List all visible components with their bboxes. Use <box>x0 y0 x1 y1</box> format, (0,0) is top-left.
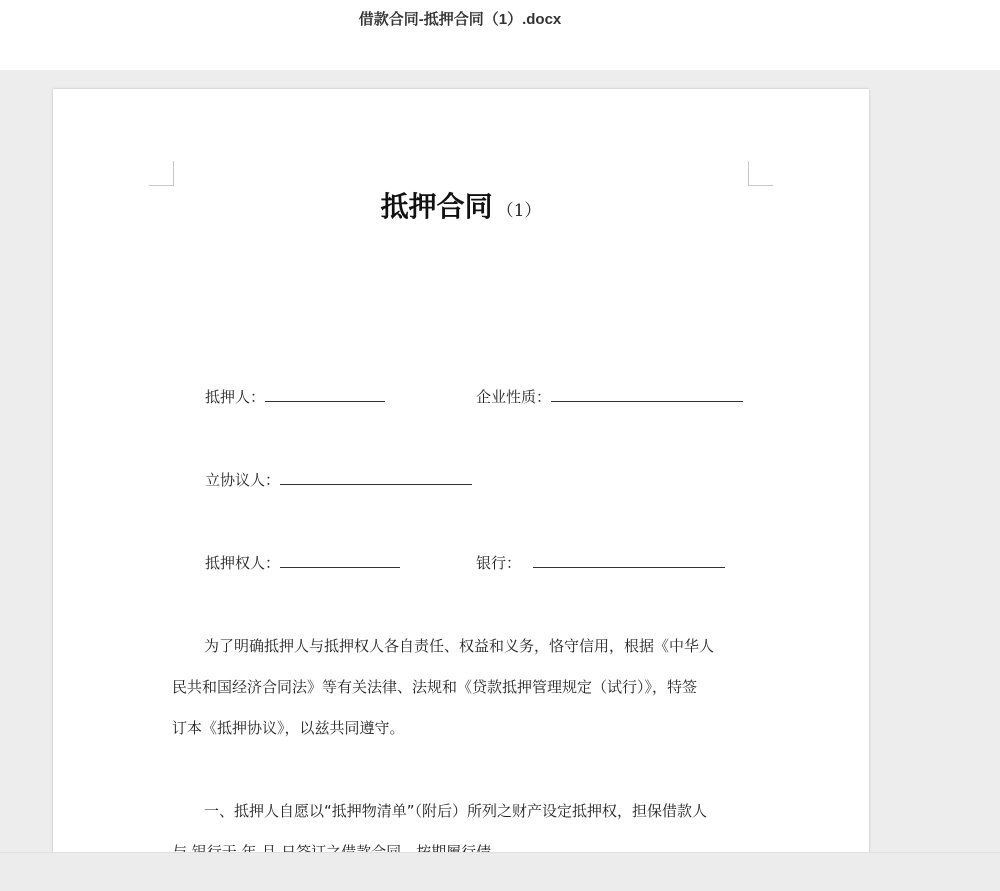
clause-line: 一、抵押人自愿以“抵押物清单”（附后）所列之财产设定抵押权，担保借款人 <box>204 802 708 820</box>
bank-label: 银行： <box>476 554 522 572</box>
status-bar <box>0 852 1000 891</box>
crop-mark-top-left <box>149 161 174 186</box>
enterprise-nature-label: 企业性质： <box>476 388 552 406</box>
mortgagor-field <box>205 386 385 407</box>
heading-suffix: （1） <box>496 201 542 221</box>
preamble-line: 订本《抵押协议》，以兹共同遵守。 <box>172 719 405 737</box>
mortgagee-field <box>205 552 400 573</box>
crop-mark-top-right <box>748 161 773 186</box>
mortgagee-blank[interactable] <box>280 553 400 568</box>
agreement-party-blank[interactable] <box>280 470 472 485</box>
heading-main: 抵押合同 <box>380 190 493 223</box>
bank-field <box>476 552 725 573</box>
preamble-line: 民共和国经济合同法》等有关法律、法规和《贷款抵押管理规定（试行）》，特签 <box>172 678 698 696</box>
agreement-party-field <box>205 469 472 490</box>
mortgagee-label: 抵押权人： <box>205 554 281 572</box>
document-title: 借款合同-抵押合同（1）.docx <box>358 11 562 28</box>
enterprise-nature-blank[interactable] <box>551 387 743 402</box>
mortgagor-label: 抵押人： <box>205 388 266 406</box>
enterprise-nature-field <box>476 386 743 407</box>
agreement-party-label: 立协议人： <box>205 471 281 489</box>
bank-blank[interactable] <box>533 553 725 568</box>
preamble-line: 为了明确抵押人与抵押权人各自责任、权益和义务，恪守信用，根据《中华人 <box>204 637 715 655</box>
title-bar <box>0 0 1000 70</box>
document-heading <box>53 185 869 225</box>
mortgagor-blank[interactable] <box>265 387 385 402</box>
document-page[interactable] <box>53 89 869 890</box>
